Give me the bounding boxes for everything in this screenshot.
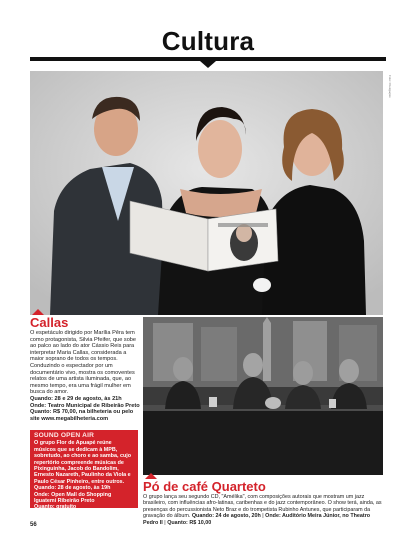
sound-open-air-box bbox=[30, 430, 138, 511]
callas-when: Quando: 28 e 29 de agosto, às 21h bbox=[30, 395, 122, 402]
sound-open-air-description: O grupo Flor de Apuapé reúne músicos que se dedicam à MPB, sobretudo, ao choro e ao samba, cujo repertório compreende músicas de Pixinguinha, Jacob do Bandolim, Ernesto Nazareth, Paulinho da Viola e Paulo César Pinheiro, entre outros. bbox=[34, 440, 132, 485]
po-de-cafe-where: Onde: Auditório Meira Júnior, no Theatro Pedro II bbox=[143, 513, 371, 526]
photo-credit: Foto: Divulgação bbox=[388, 75, 392, 98]
band-photo bbox=[143, 317, 383, 475]
sound-open-air-where: Onde: Open Mall do Shopping Iguatemi Ribeirão Preto bbox=[34, 491, 112, 505]
po-de-cafe-description: O grupo lança seu segundo CD, "Amélika", com composições autorais que mostram um jazz brasileiro, com influências afro-latinas, caribenhas e do jazz contemporâneo. O show terá, ainda, as presenças do percussionista Neto Braz e do trompetista Rubinho Antunes, que participaram da gravação do álbum. bbox=[143, 494, 382, 520]
title-rule bbox=[30, 57, 386, 61]
po-de-cafe-price: Quanto: R$ 10,00 bbox=[167, 519, 212, 526]
callas-title: Callas bbox=[30, 315, 69, 330]
main-photo-illustration bbox=[30, 71, 383, 315]
callas-description: O espetáculo dirigido por Marília Pêra tem como protagonista, Silvia Pfeifer, que sobe ao palco ao lado do ator Cássio Reis para interpretar Maria Callas, considerada a maior soprano de todos os tempos. Conduzindo o espectador por um documentário vivo, mostra os comoventes relatos de uma artista iluminada, que, ao mesmo tempo, era uma frágil mulher em busca do amor. bbox=[30, 330, 137, 396]
callas-where: Onde: Teatro Municipal de Ribeirão Preto bbox=[30, 402, 140, 409]
section-title: Cultura bbox=[161, 26, 255, 56]
callas-price: Quanto: R$ 70,00, na bilheteria ou pelo site www.megabilheteria.com bbox=[30, 409, 134, 422]
sound-open-air-when: Quando: 28 de agosto, às 19h bbox=[34, 485, 111, 492]
sound-open-air-price: Quanto: gratuito bbox=[34, 504, 77, 511]
po-de-cafe-body: O grupo lança seu segundo CD, "Amélika", com composições autorais que mostram um jazz brasileiro, com influências afro-latinas, caribenhas e do jazz contemporâneo. O show terá, ainda, as presenças do percussionista Neto Braz e do trompetista Rubinho Antunes, que participaram da gravação do álbum. Quando: 24 de agosto, 20h | Onde: Auditório Meira Júnior, no Theatro Pedro II | Quanto: R$ 10,00 bbox=[143, 494, 382, 526]
sound-open-air-title: SOUND OPEN AIR bbox=[34, 432, 95, 439]
main-photo bbox=[30, 71, 383, 315]
po-de-cafe-when: Quando: 24 de agosto, 20h bbox=[191, 513, 261, 520]
callas-body bbox=[30, 330, 140, 422]
po-de-cafe-title: Pó de café Quarteto bbox=[143, 479, 266, 494]
band-photo-illustration bbox=[143, 317, 383, 475]
page-number: 56 bbox=[30, 522, 37, 528]
